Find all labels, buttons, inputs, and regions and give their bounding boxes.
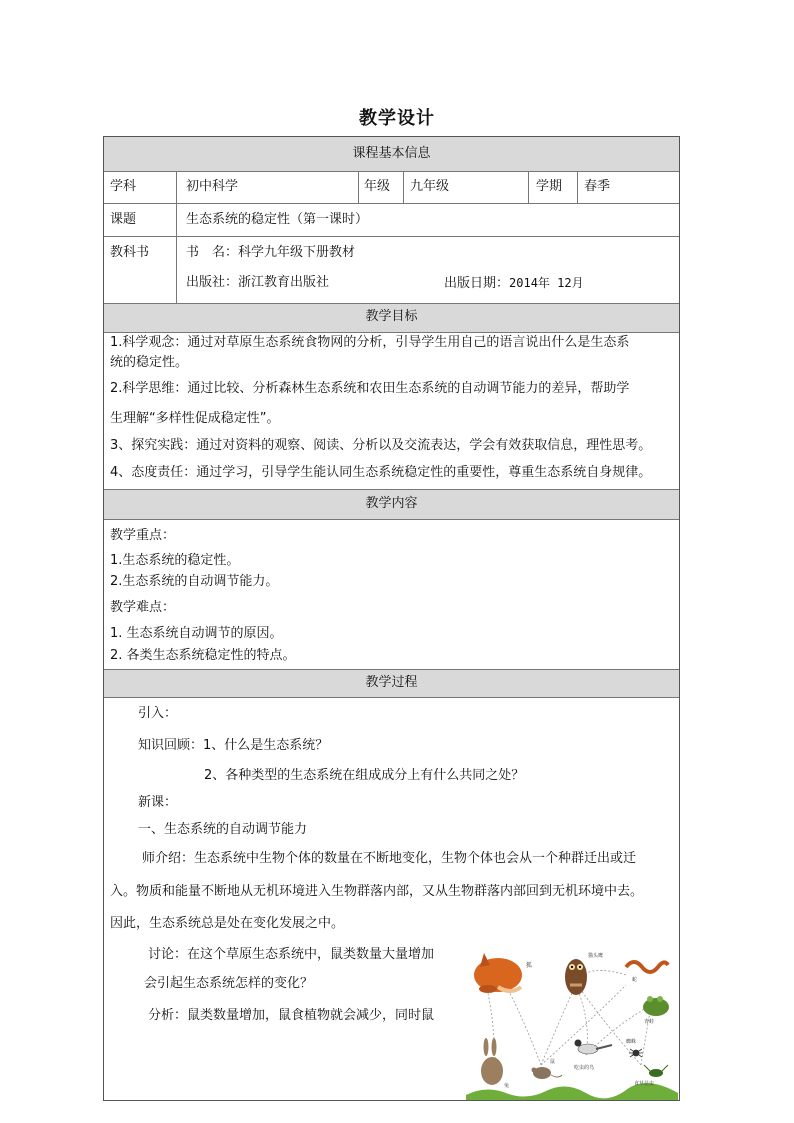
- subject-value: 初中科学: [186, 179, 239, 194]
- objective-line-4: 生理解“多样性促成稳定性”。: [110, 411, 280, 426]
- key-points-label: 教学重点：: [110, 528, 176, 543]
- snake-icon: [626, 962, 668, 972]
- key-point-1: 1.生态系统的稳定性。: [110, 553, 240, 568]
- section-process: 教学过程: [365, 675, 418, 690]
- objective-line-1: 1.科学观念：通过对草原生态系统食物网的分析，引导学生用自己的语言说出什么是生态系: [110, 335, 630, 350]
- frog-label: 青蛙: [644, 1019, 655, 1025]
- frog-icon: [643, 996, 669, 1016]
- topic-value: 生态系统的稳定性（第一课时）: [186, 212, 369, 227]
- term-label: 学期: [536, 179, 563, 194]
- section-heading-1: 一、生态系统的自动调节能力: [138, 822, 308, 837]
- owl-label: 猫头鹰: [588, 953, 604, 959]
- subject-label: 学科: [110, 179, 137, 194]
- difficulty-2: 2. 各类生态系统稳定性的特点。: [110, 648, 296, 663]
- grade-label: 年级: [364, 179, 391, 194]
- discussion-line-1: 讨论：在这个草原生态系统中，鼠类数量大量增加: [148, 947, 435, 962]
- mouse-label: 鼠: [550, 1059, 556, 1065]
- difficulties-label: 教学难点：: [110, 600, 176, 615]
- insect-icon: [644, 1065, 668, 1077]
- document-title: 教学设计: [359, 108, 435, 129]
- process-intro: 引入：: [138, 706, 178, 721]
- review-question-1: 知识回顾：1、什么是生态系统？: [138, 738, 329, 753]
- new-lesson-label: 新课：: [138, 795, 178, 810]
- mouse-icon: [532, 1067, 563, 1079]
- teacher-intro-line-1: 师介绍：生态系统中生物个体的数量在不断地变化，生物个体也会从一个种群迁出或迁: [142, 851, 637, 866]
- objective-line-5: 3、探究实践：通过对资料的观察、阅读、分析以及交流表达，学会有效获取信息，理性思考。: [110, 438, 652, 453]
- publish-date-value: 2014年 12月: [509, 276, 584, 290]
- objective-line-6: 4、态度责任：通过学习，引导学生能认同生态系统稳定性的重要性，尊重生态系统自身规律。: [110, 465, 652, 480]
- review-question-2: 2、各种类型的生态系统在组成成分上有什么共同之处？: [204, 768, 525, 783]
- textbook-label: 教科书: [110, 245, 150, 260]
- discussion-line-2: 会引起生态系统怎样的变化？: [144, 976, 314, 991]
- grassland-food-web-illustration: [466, 945, 678, 1100]
- owl-icon: [565, 959, 587, 995]
- key-point-2: 2.生态系统的自动调节能力。: [110, 574, 279, 589]
- rabbit-label: 兔: [504, 1083, 510, 1089]
- publisher: 出版社：浙江教育出版社: [186, 275, 330, 290]
- difficulty-1: 1. 生态系统自动调节的原因。: [110, 626, 283, 641]
- book-name: 书 名：科学九年级下册教材: [186, 245, 356, 260]
- spider-label: 蜘蛛: [626, 1039, 637, 1045]
- section-basic-info: 课程基本信息: [352, 146, 431, 161]
- teacher-intro-line-2: 入。物质和能量不断地从无机环境进入生物群落内部，又从生物群落内部回到无机环境中去。: [110, 884, 644, 899]
- rabbit-icon: [481, 1038, 503, 1085]
- section-content: 教学内容: [365, 496, 418, 511]
- publish-date-label: 出版日期：: [444, 276, 510, 291]
- bird-label: 吃虫的鸟: [574, 1065, 595, 1071]
- teacher-intro-line-3: 因此，生态系统总是处在变化发展之中。: [110, 916, 345, 931]
- fox-label: 狐: [526, 962, 533, 969]
- objective-line-2: 统的稳定性。: [110, 355, 189, 370]
- lesson-plan-table: [103, 136, 680, 1101]
- grade-value: 九年级: [410, 179, 450, 194]
- snake-label: 蛇: [632, 977, 638, 983]
- analysis-line-1: 分析：鼠类数量增加，鼠食植物就会减少，同时鼠: [148, 1008, 435, 1023]
- objective-line-3: 2.科学思维：通过比较、分析森林生态系统和农田生态系统的自动调节能力的差异，帮助学: [110, 381, 630, 396]
- bird-icon: [575, 1040, 613, 1055]
- fox-icon: [474, 953, 522, 993]
- publish-date: [444, 274, 584, 293]
- topic-label: 课题: [110, 212, 137, 227]
- term-value: 春季: [584, 179, 611, 194]
- insect-label: 食草昆虫: [634, 1081, 655, 1087]
- spider-icon: [629, 1049, 643, 1057]
- section-objectives: 教学目标: [365, 309, 418, 324]
